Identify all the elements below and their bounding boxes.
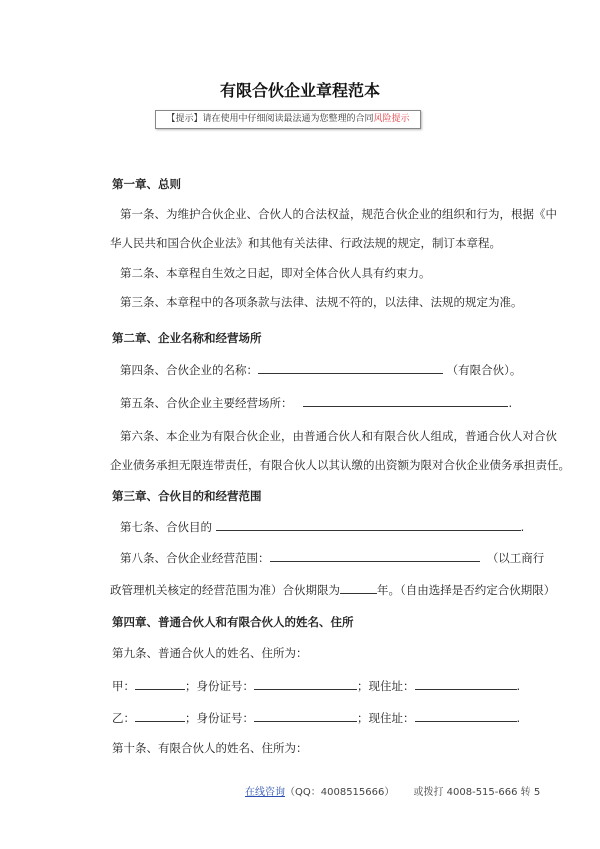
article-2: 第二条、本章程自生效之日起，即对全体合伙人具有约束力。 [120, 266, 431, 280]
article-4-label: 第四条、合伙企业的名称： [120, 363, 258, 377]
article-7-label: 第七条、合伙目的 [120, 520, 212, 534]
chapter-heading: 第二章、企业名称和经营场所 [112, 331, 262, 345]
term-blank[interactable] [340, 582, 377, 594]
address-blank[interactable] [303, 395, 508, 407]
chapter-heading: 第一章、总则 [112, 177, 181, 191]
scope-blank[interactable] [270, 550, 480, 562]
footer [245, 783, 540, 798]
partner-a-name-blank[interactable] [135, 678, 185, 690]
risk-tip-link[interactable]: 风险提示 [373, 114, 410, 124]
address-label: ；现住址： [357, 711, 415, 725]
document-title: 有限合伙企业章程范本 [219, 81, 380, 100]
article-8 [120, 550, 544, 566]
period: . [516, 711, 521, 725]
partner-b-address-blank[interactable] [415, 710, 517, 722]
article-8-cont [110, 582, 555, 598]
article-1: 第一条、为维护合伙企业、合伙人的合法权益，规范合伙企业的组织和行为，根据《中 [120, 207, 557, 221]
name-blank[interactable] [258, 362, 443, 374]
partner-a-address-blank[interactable] [415, 678, 517, 690]
article-4-suffix: （有限合伙）。 [446, 363, 522, 377]
period: . [520, 520, 525, 534]
article-4 [120, 362, 521, 378]
chapter-heading: 第四章、普通合伙人和有限合伙人的姓名、住所 [112, 615, 354, 629]
purpose-blank[interactable] [216, 519, 521, 531]
partner-b-row [112, 710, 520, 726]
chapter-heading: 第三章、合伙目的和经营范围 [112, 489, 262, 503]
period: . [508, 396, 513, 410]
article-3: 第三条、本章程中的各项条款与法律、法规不符的，以法律、法规的规定为准。 [120, 295, 523, 309]
partner-b-id-blank[interactable] [254, 710, 357, 722]
period: . [516, 679, 521, 693]
phone-text: 或拨打 4008-515-666 转 5 [413, 787, 541, 798]
article-1-cont: 华人民共和国合伙企业法》和其他有关法律、行政法规的规定，制订本章程。 [110, 236, 501, 250]
online-consult-link[interactable]: 在线咨询 [245, 787, 285, 798]
article-8-label: 第八条、合伙企业经营范围： [120, 551, 270, 565]
article-5 [120, 395, 512, 411]
partner-a-label: 甲： [112, 679, 135, 693]
qq-text: （QQ：4008515666） [285, 787, 395, 798]
partner-b-name-blank[interactable] [135, 710, 185, 722]
partner-b-label: 乙： [112, 711, 135, 725]
article-8-term-suffix: 年。（自由选择是否约定合伙期限） [377, 583, 556, 597]
article-7 [120, 519, 524, 535]
partner-a-id-blank[interactable] [254, 678, 357, 690]
id-label: ；身份证号： [185, 711, 254, 725]
article-9: 第九条、普通合伙人的姓名、住所为： [112, 646, 308, 660]
article-5-label: 第五条、合伙企业主要经营场所： [120, 396, 293, 410]
article-8-term-label: 政管理机关核定的经营范围为准）合伙期限为 [110, 583, 340, 597]
article-8-suffix: （以工商行 [486, 551, 545, 565]
id-label: ；身份证号： [185, 679, 254, 693]
risk-tip-box[interactable] [155, 110, 421, 129]
article-10: 第十条、有限合伙人的姓名、住所为： [112, 741, 308, 755]
article-6: 第六条、本企业为有限合伙企业，由普通合伙人和有限合伙人组成，普通合伙人对合伙 [120, 429, 557, 443]
article-6-cont: 企业债务承担无限连带责任，有限合伙人以其认缴的出资额为限对合伙企业债务承担责任。 [110, 458, 570, 472]
tip-text: 【提示】请在使用中仔细阅读最法通为您整理的合同 [166, 114, 374, 124]
partner-a-row [112, 678, 520, 694]
address-label: ；现住址： [357, 679, 415, 693]
